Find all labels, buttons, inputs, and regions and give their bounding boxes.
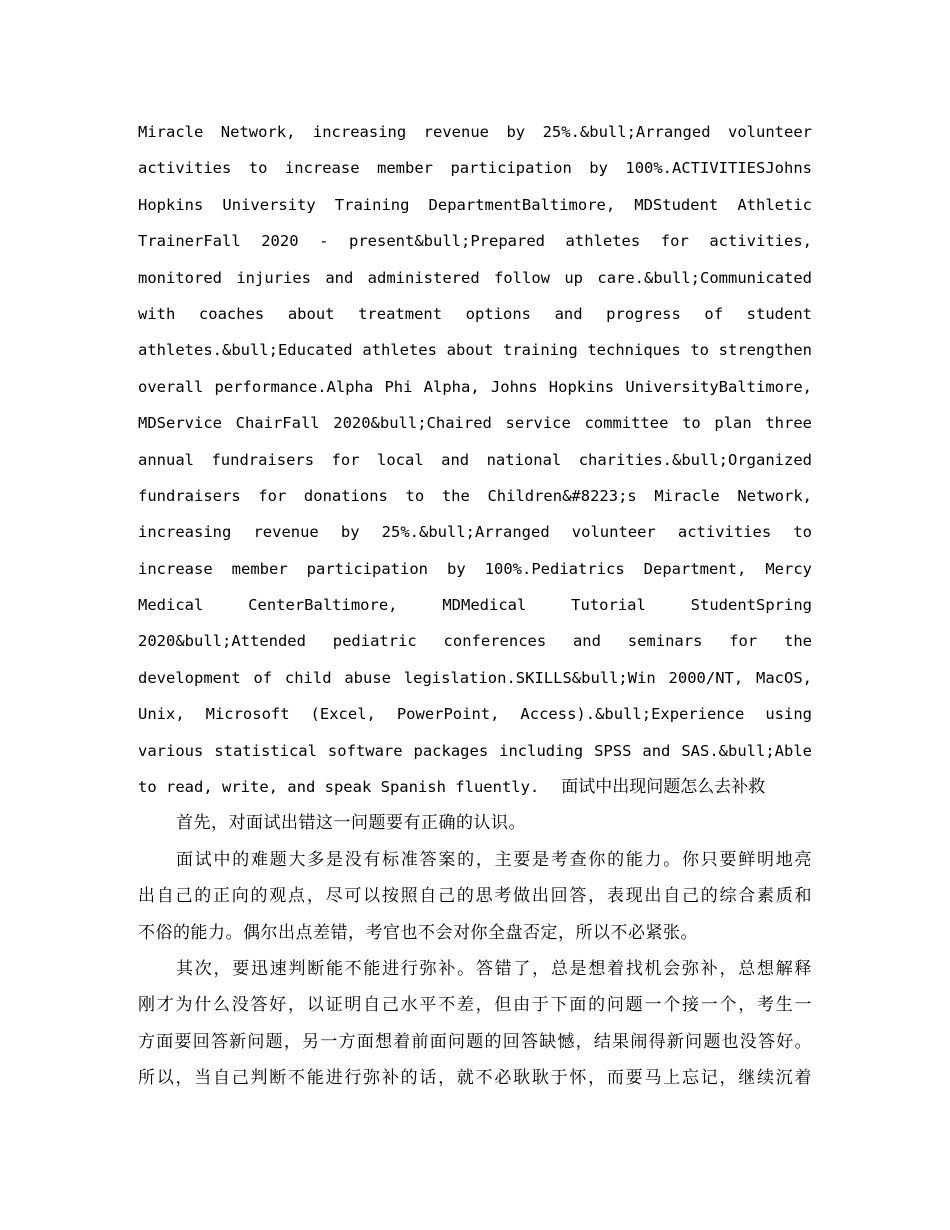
english-resume-text — [138, 114, 812, 769]
english-line: development of child abuse legislation.SKILLS&bull;Win 2000/NT, MacOS, — [138, 668, 812, 687]
english-line: Miracle Network, increasing revenue by 25%.&bull;Arranged volunteer — [138, 123, 812, 141]
chinese-line: 不俗的能力。偶尔出点差错，考官也不会对你全盘否定，所以不必紧张。 — [138, 922, 698, 943]
chinese-line: 其次，要迅速判断能不能进行弥补。答错了，总是想着找机会弥补，总想解释 — [176, 958, 812, 979]
english-line: athletes.&bull;Educated athletes about training techniques to strengthen — [138, 341, 812, 360]
document-body — [138, 114, 812, 1097]
english-line: with coaches about treatment options and progress of student — [138, 304, 812, 323]
english-last-line — [138, 769, 812, 805]
english-line: overall performance.Alpha Phi Alpha, Johns Hopkins UniversityBaltimore, — [138, 377, 812, 396]
section-heading: 面试中出现问题怎么去补救 — [561, 777, 766, 798]
english-line: increasing revenue by 25%.&bull;Arranged volunteer activities to — [138, 523, 812, 542]
english-line: annual fundraisers for local and national charities.&bull;Organized — [138, 450, 812, 469]
english-line: Unix, Microsoft (Excel, PowerPoint, Access).&bull;Experience using — [138, 705, 812, 724]
chinese-line: 刚才为什么没答好，以证明自己水平不差，但由于下面的问题一个接一个，考生一 — [138, 995, 812, 1016]
chinese-line: 方面要回答新问题，另一方面想着前面问题的回答缺憾，结果闹得新问题也没答好。 — [138, 1031, 812, 1052]
english-line: monitored injuries and administered follow up care.&bull;Communicated — [138, 268, 812, 287]
english-line: Medical CenterBaltimore, MDMedical Tutorial StudentSpring — [138, 596, 812, 615]
english-line: various statistical software packages including SPSS and SAS.&bull;Able — [138, 741, 812, 760]
chinese-line: 首先，对面试出错这一问题要有正确的认识。 — [176, 813, 526, 834]
english-line: TrainerFall 2020 - present&bull;Prepared athletes for activities, — [138, 232, 812, 251]
english-line: activities to increase member participation by 100%.ACTIVITIESJohns — [138, 159, 812, 178]
english-line: Hopkins University Training DepartmentBaltimore, MDStudent Athletic — [138, 195, 812, 214]
english-line: MDService ChairFall 2020&bull;Chaired service committee to plan three — [138, 414, 812, 433]
english-line: 2020&bull;Attended pediatric conferences and seminars for the — [138, 632, 812, 651]
english-last-line-text: to read, write, and speak Spanish fluently. — [138, 778, 540, 797]
chinese-line: 所以，当自己判断不能进行弥补的话，就不必耿耿于怀，而要马上忘记，继续沉着 — [138, 1068, 812, 1089]
chinese-line: 出自己的正向的观点，尽可以按照自己的思考做出回答，表现出自己的综合素质和 — [138, 886, 812, 907]
chinese-line: 面试中的难题大多是没有标准答案的，主要是考查你的能力。你只要鲜明地亮 — [176, 849, 812, 870]
english-line: increase member participation by 100%.Pediatrics Department, Mercy — [138, 559, 812, 578]
english-line: fundraisers for donations to the Children&#8223;s Miracle Network, — [138, 486, 812, 505]
chinese-article-text — [138, 805, 812, 1096]
